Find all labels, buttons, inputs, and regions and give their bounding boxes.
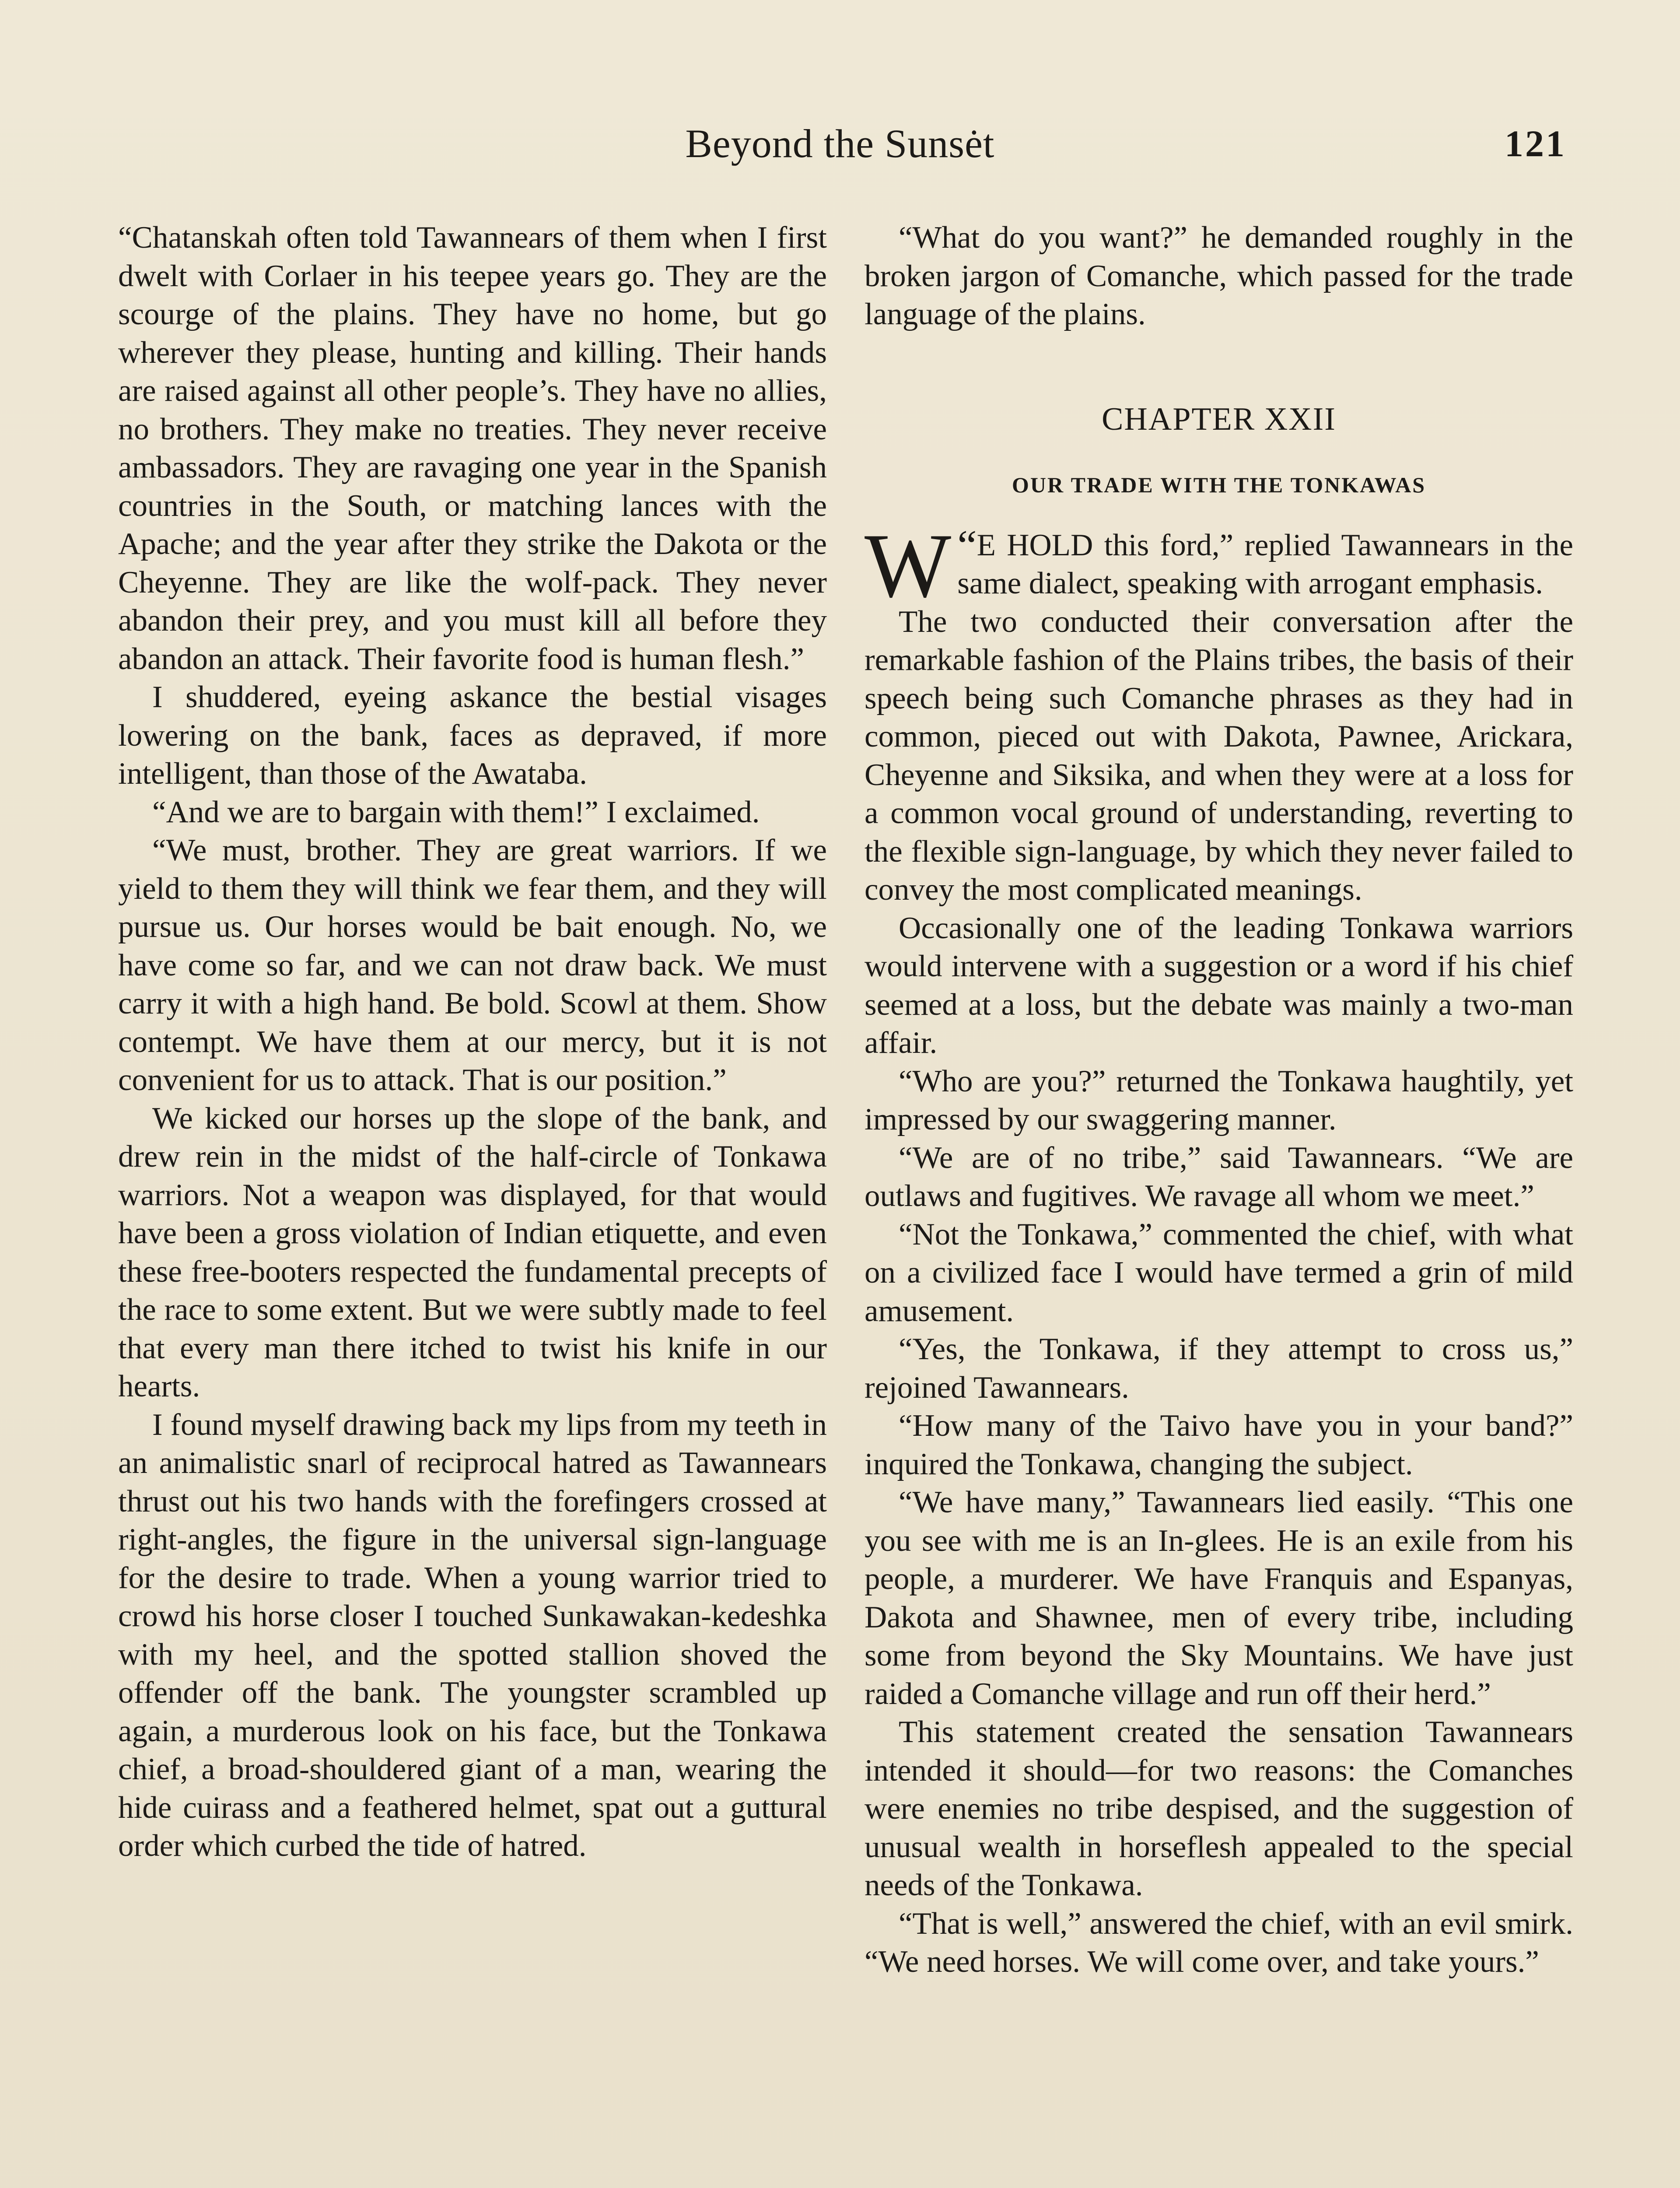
right-column	[864, 219, 1573, 1981]
paragraph: “That is well,” answered the chief, with an evil smirk. “We need horses. We will come over, and take yours.”	[864, 1906, 1573, 1979]
chapter-title: CHAPTER XXII	[1102, 401, 1336, 437]
paragraph: “We must, brother. They are great warriors. If we yield to them they will think we fear them, and they will pursue us. Our horses would be bait enough. No, we have come so far, and we can not draw back. We must carry it with a high hand. Be bold. Scowl at them. Show contempt. We have them at our mercy, but it is not convenient for us to attack. That is our position.”	[118, 833, 827, 1097]
running-head: Beyond the Sunsėt	[685, 121, 995, 166]
paragraph: We kicked our horses up the slope of the bank, and drew rein in the midst of the half-circle of Tonkawa warriors. Not a weapon was displayed, for that would have been a gross violation of Indian etiquette, and even these free-booters respected the fundamental precepts of the race to some extent. But we were subtly made to feel that every man there itched to twist his knife in our hearts.	[118, 1101, 827, 1403]
paragraph: “Who are you?” returned the Tonkawa haughtily, yet impressed by our swaggering manner.	[864, 1064, 1573, 1136]
page-header	[114, 117, 1566, 170]
left-column	[118, 219, 827, 1865]
paragraph: I shuddered, eyeing askance the bestial visages lowering on the bank, faces as depraved, if more intelligent, than those of the Awataba.	[118, 680, 827, 791]
page-number: 121	[1505, 123, 1566, 165]
paragraph: “We are of no tribe,” said Tawannears. “We are outlaws and fugitives. We ravage all whom we meet.”	[864, 1140, 1573, 1213]
paragraph: “What do you want?” he demanded roughly in the broken jargon of Comanche, which passed for the trade language of the plains.	[864, 221, 1573, 331]
paragraph: The two conducted their conversation after the remarkable fashion of the Plains tribes, the basis of their speech being such Comanche phrases as they had in common, pieced out with Dakota, Pawnee, Arickara, Cheyenne and Siksika, and when they were at a loss for a common vocal ground of understanding, reverting to the flexible sign-language, by which they never failed to convey the most complicated meanings.	[864, 604, 1573, 907]
paragraph: This statement created the sensation Tawannears intended it should—for two reasons: the Comanches were enemies no tribe despised, and the suggestion of unusual wealth in horseflesh appealed to the special needs of the Tonkawa.	[864, 1715, 1573, 1902]
chapter-opening-text: E HOLD this ford,” replied Tawannears in the same dialect, speaking with arrogant emphasis.	[957, 528, 1573, 600]
paragraph: “We have many,” Tawannears lied easily. “This one you see with me is an In-glees. He is an exile from his people, a murderer. We have Franquis and Espanyas, Dakota and Shawnee, men of every tribe, including some from beyond the Sky Mountains. We have just raided a Comanche village and run off their herd.”	[864, 1485, 1573, 1711]
paragraph: “Chatanskah often told Tawannears of them when I first dwelt with Corlaer in his teepee years go. They are the scourge of the plains. They have no home, but go wherever they please, hunting and killing. Their hands are raised against all other people’s. They have no allies, no brothers. They make no treaties. They never receive ambassadors. They are ravaging one year in the Spanish countries in the South, or matching lances with the Apache; and the year after they strike the Dakota or the Cheyenne. They are like the wolf-pack. They never abandon their prey, and you must kill all before they abandon an attack. Their favorite food is human flesh.”	[118, 221, 827, 676]
paragraph: “Yes, the Tonkawa, if they attempt to cross us,” rejoined Tawannears.	[864, 1332, 1573, 1405]
paragraph: “And we are to bargain with them!” I exclaimed.	[152, 795, 760, 829]
paragraph: “Not the Tonkawa,” commented the chief, with what on a civilized face I would have termed a grin of mild amusement.	[864, 1217, 1573, 1328]
paragraph: “How many of the Taivo have you in your band?” inquired the Tonkawa, changing the subject.	[864, 1409, 1573, 1481]
dropcap-quote: “	[957, 521, 977, 570]
dropcap-letter: W	[864, 515, 952, 617]
paragraph: Occasionally one of the leading Tonkawa warriors would intervene with a suggestion or a word if his chief seemed at a loss, but the debate was mainly a two-man affair.	[864, 911, 1573, 1060]
paragraph: I found myself drawing back my lips from my teeth in an animalistic snarl of reciprocal hatred as Tawannears thrust out his two hands with the forefingers crossed at right-angles, the figure in the universal sign-language for the desire to trade. When a young warrior tried to crowd his horse closer I touched Sunkawakan-kedeshka with my heel, and the spotted stallion shoved the offender off the bank. The youngster scrambled up again, a murderous look on his face, but the Tonkawa chief, a broad-shouldered giant of a man, wearing the hide cuirass and a feathered helmet, spat out a guttural order which curbed the tide of hatred.	[118, 1407, 827, 1863]
chapter-subtitle: OUR TRADE WITH THE TONKAWAS	[1012, 472, 1426, 497]
chapter-opening-paragraph	[864, 515, 1573, 617]
